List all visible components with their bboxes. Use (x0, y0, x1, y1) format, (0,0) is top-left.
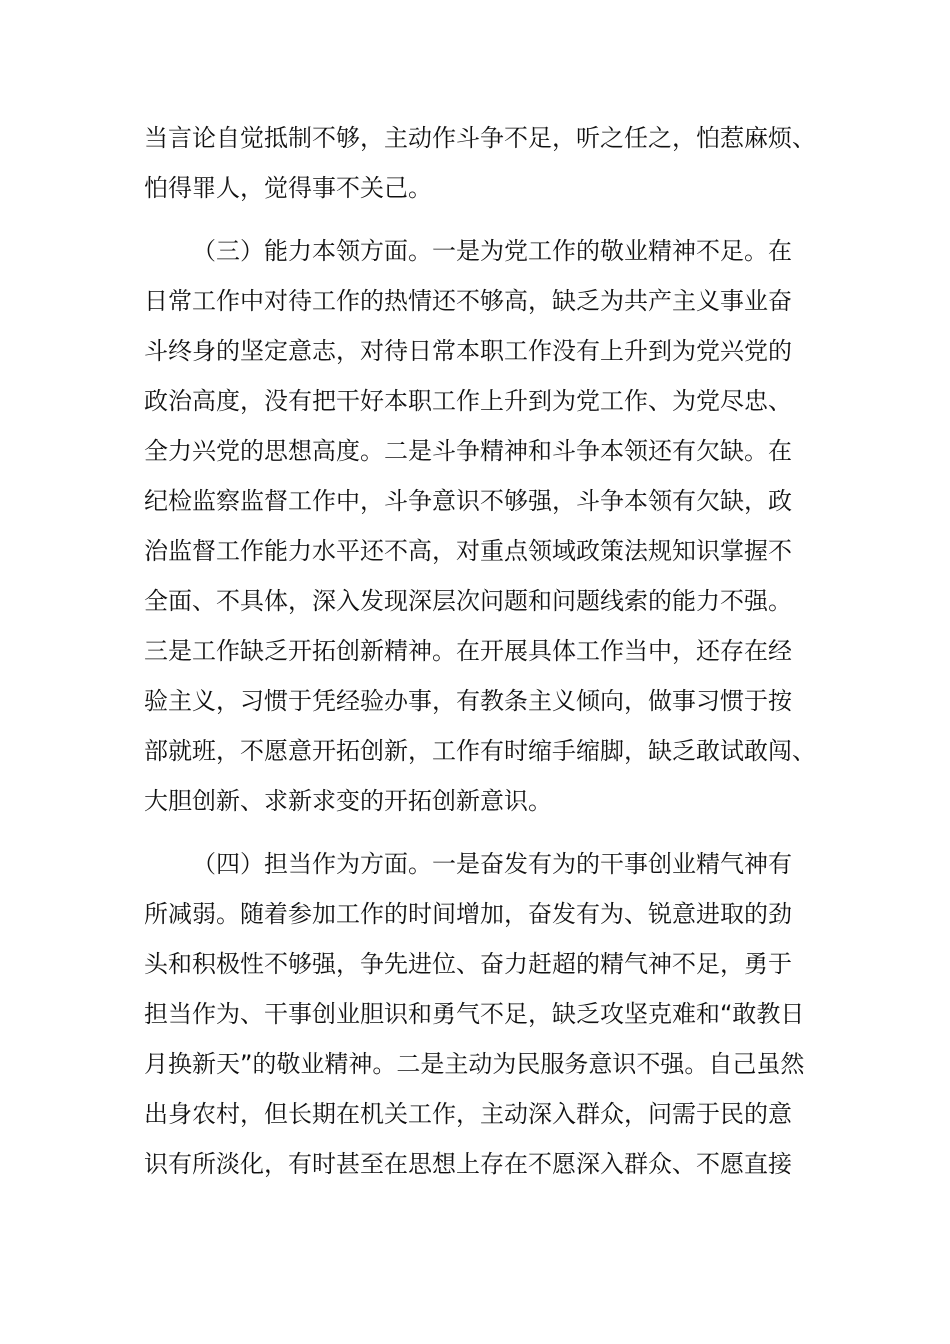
paragraph-3 (144, 839, 806, 1189)
text-line: 出身农村，但长期在机关工作，主动深入群众，问需于民的意 (144, 1100, 792, 1128)
text-line: 全面、不具体，深入发现深层次问题和问题线索的能力不强。 (144, 587, 792, 615)
text-line: 担当作为、干事创业胆识和勇气不足，缺乏攻坚克难和“敢教日 (144, 1000, 805, 1028)
paragraph-spacer (144, 213, 806, 226)
text-line: 部就班，不愿意开拓创新，工作有时缩手缩脚，缺乏敢试敢闯、 (144, 737, 816, 765)
text-line: 当言论自觉抵制不够，主动作斗争不足，听之任之，怕惹麻烦、 (144, 124, 816, 152)
text-line: 大胆创新、求新求变的开拓创新意识。 (144, 787, 552, 815)
text-line: 治监督工作能力水平还不高，对重点领域政策法规知识掌握不 (144, 537, 792, 565)
text-line: 识有所淡化，有时甚至在思想上存在不愿深入群众、不愿直接 (144, 1150, 792, 1178)
paragraph-1 (144, 113, 816, 213)
text-line: 所减弱。随着参加工作的时间增加，奋发有为、锐意进取的劲 (144, 900, 792, 928)
text-line: （三）能力本领方面。一是为党工作的敬业精神不足。在 (192, 237, 792, 265)
text-line: 月换新天”的敬业精神。二是主动为民服务意识不强。自己虽然 (144, 1050, 805, 1078)
paragraph-2 (144, 226, 816, 826)
text-line: （四）担当作为方面。一是奋发有为的干事创业精气神有 (192, 850, 792, 878)
text-line: 全力兴党的思想高度。二是斗争精神和斗争本领还有欠缺。在 (144, 437, 792, 465)
text-line: 日常工作中对待工作的热情还不够高，缺乏为共产主义事业奋 (144, 287, 792, 315)
text-line: 怕得罪人，觉得事不关己。 (144, 174, 432, 202)
paragraph-spacer (144, 826, 806, 839)
document-body (144, 113, 816, 1189)
text-line: 政治高度，没有把干好本职工作上升到为党工作、为党尽忠、 (144, 387, 792, 415)
text-line: 验主义，习惯于凭经验办事，有教条主义倾向，做事习惯于按 (144, 687, 792, 715)
text-line: 三是工作缺乏开拓创新精神。在开展具体工作当中，还存在经 (144, 637, 792, 665)
text-line: 斗终身的坚定意志，对待日常本职工作没有上升到为党兴党的 (144, 337, 792, 365)
text-line: 纪检监察监督工作中，斗争意识不够强，斗争本领有欠缺，政 (144, 487, 792, 515)
text-line: 头和积极性不够强，争先进位、奋力赶超的精气神不足，勇于 (144, 950, 792, 978)
